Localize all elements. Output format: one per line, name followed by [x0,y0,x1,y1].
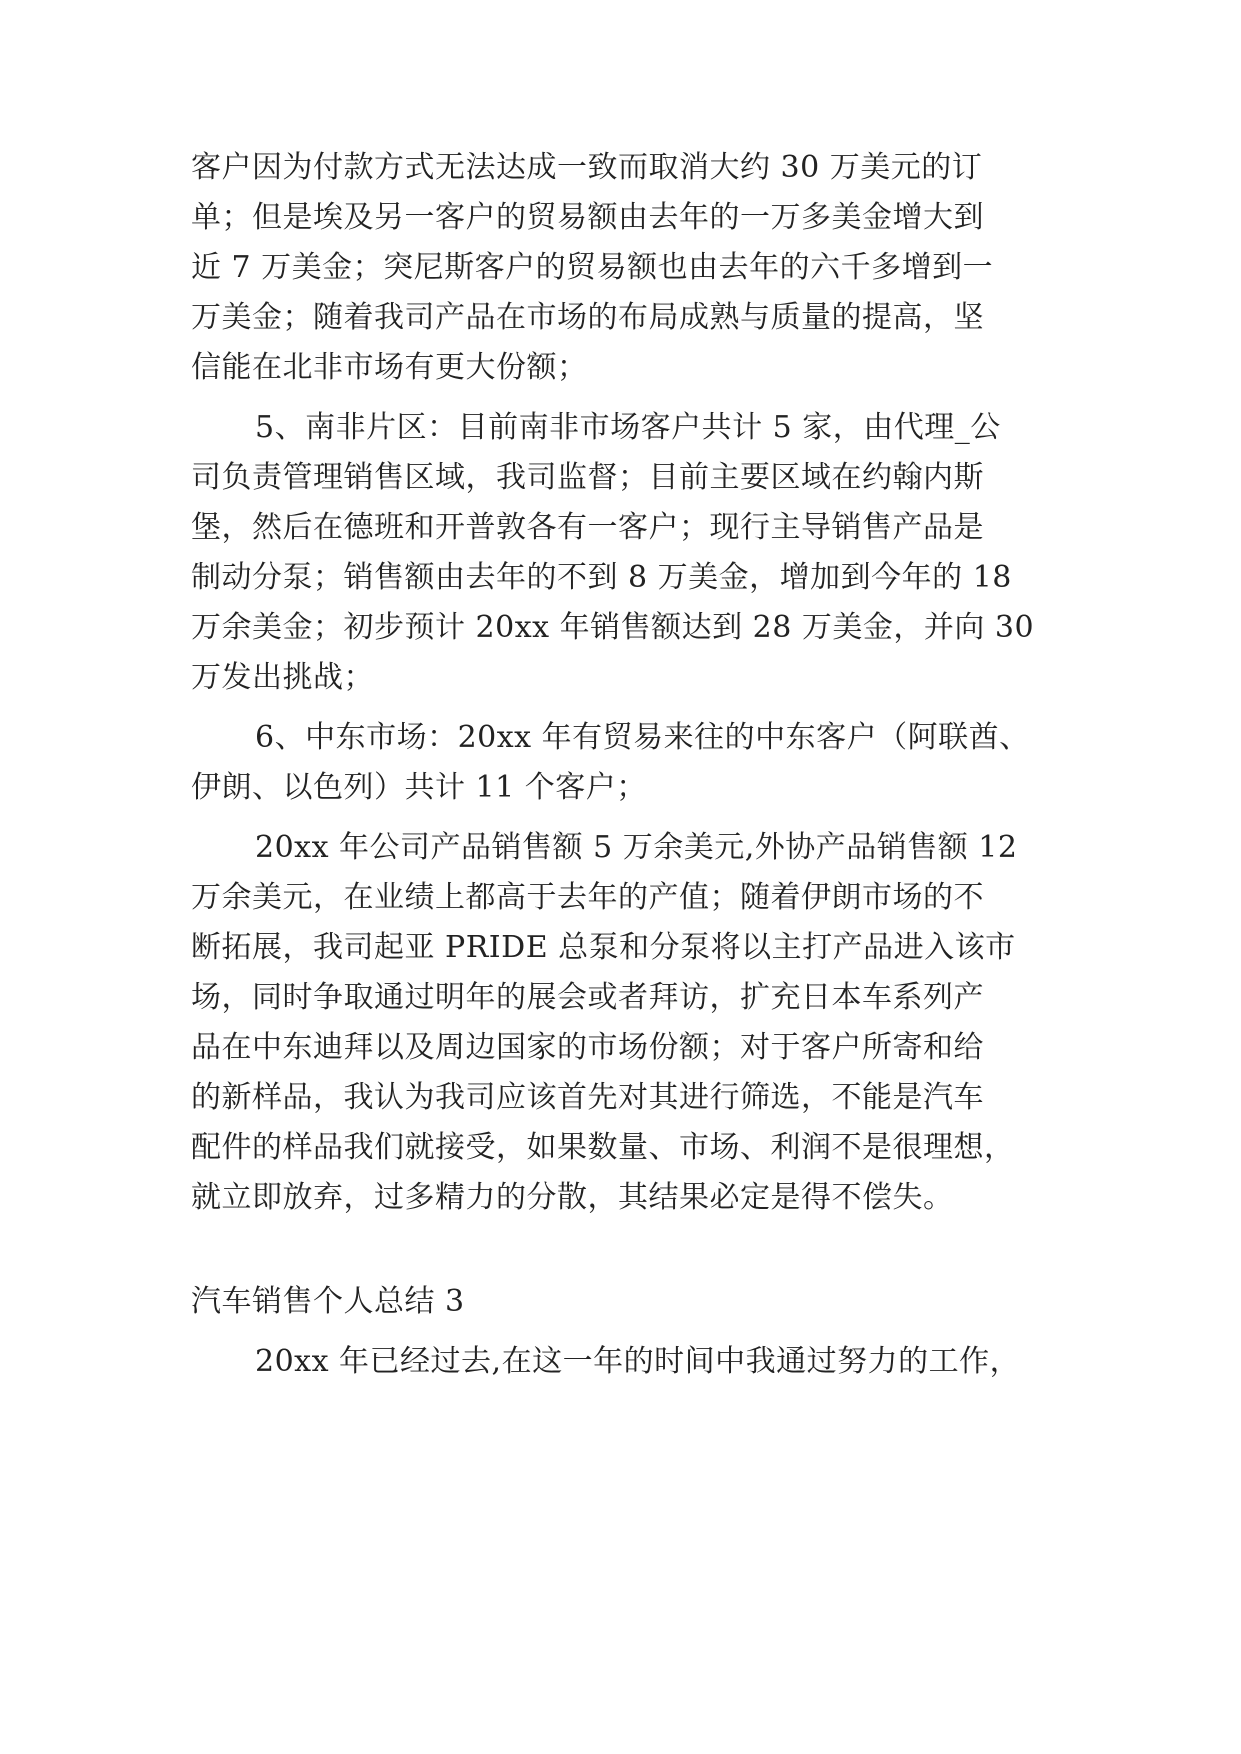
text-line: 伊朗、以色列）共计 11 个客户； [191,770,647,805]
text-line: 堡，然后在德班和开普敦各有一客户；现行主导销售产品是 [191,510,984,545]
text-line: 配件的样品我们就接受，如果数量、市场、利润不是很理想， [191,1130,1015,1165]
text-line: 近 7 万美金；突尼斯客户的贸易额也由去年的六千多增到一 [191,250,994,285]
text-line: 断拓展，我司起亚 PRIDE 总泵和分泵将以主打产品进入该市 [191,930,1016,965]
text-line: 司负责管理销售区域，我司监督；目前主要区域在约翰内斯 [191,460,984,495]
text-line: 万美金；随着我司产品在市场的布局成熟与质量的提高，坚 [191,300,984,335]
text-line: 20xx 年公司产品销售额 5 万余美元,外协产品销售额 12 [255,830,1018,865]
text-line: 20xx 年已经过去,在这一年的时间中我通过努力的工作， [255,1344,1021,1379]
text-line: 信能在北非市场有更大份额； [191,350,588,385]
text-line: 品在中东迪拜以及周边国家的市场份额；对于客户所寄和给 [191,1030,984,1065]
text-line: 的新样品，我认为我司应该首先对其进行筛选，不能是汽车 [191,1080,984,1115]
text-line: 万余美元，在业绩上都高于去年的产值；随着伊朗市场的不 [191,880,984,915]
section-title: 汽车销售个人总结 3 [191,1284,465,1319]
text-line: 6、中东市场：20xx 年有贸易来往的中东客户（阿联酋、 [255,720,1030,755]
text-line: 制动分泵；销售额由去年的不到 8 万美金，增加到今年的 18 [191,560,1012,595]
text-line: 场，同时争取通过明年的展会或者拜访，扩充日本车系列产 [191,980,984,1015]
text-line: 单；但是埃及另一客户的贸易额由去年的一万多美金增大到 [191,200,984,235]
text-line: 万发出挑战； [191,660,374,695]
text-line: 就立即放弃，过多精力的分散，其结果必定是得不偿失。 [191,1180,954,1215]
text-line: 万余美金；初步预计 20xx 年销售额达到 28 万美金，并向 30 [191,610,1035,645]
text-line: 5、南非片区：目前南非市场客户共计 5 家，由代理_公 [255,410,1001,445]
text-line: 客户因为付款方式无法达成一致而取消大约 30 万美元的订 [191,150,983,185]
